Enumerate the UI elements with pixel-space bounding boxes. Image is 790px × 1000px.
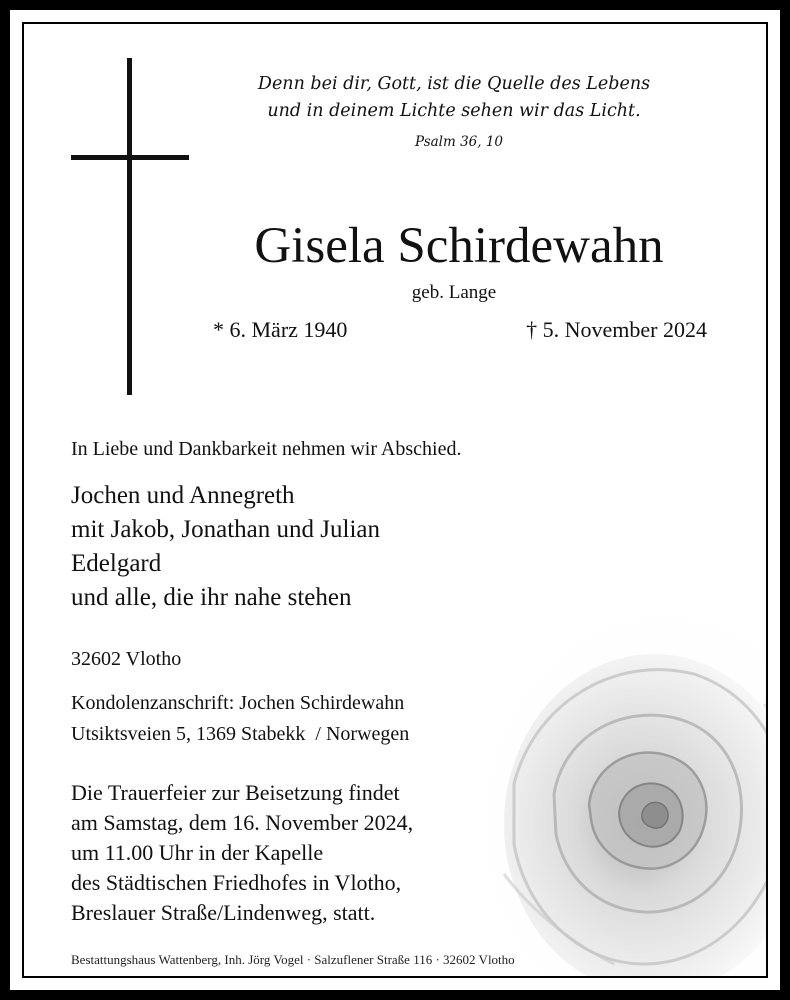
condolence-line-1: Kondolenzanschrift: Jochen Schirdewahn — [71, 692, 405, 714]
service-line: Die Trauerfeier zur Beisetzung findet — [71, 780, 400, 805]
condolence-address — [71, 688, 409, 750]
birth-date: * 6. März 1940 — [213, 317, 348, 342]
service-line: um 11.00 Uhr in der Kapelle — [71, 840, 324, 865]
service-line: am Samstag, dem 16. November 2024, — [71, 810, 414, 835]
rose-image — [494, 584, 768, 978]
verse-reference: Psalm 36, 10 — [414, 134, 504, 150]
verse-line-2: und in deinem Lichte sehen wir das Licht. — [267, 101, 641, 121]
cross-horizontal-bar — [71, 155, 189, 160]
cross-vertical-bar — [127, 58, 132, 395]
bible-verse — [224, 71, 684, 125]
verse-line-1: Denn bei dir, Gott, ist die Quelle des Lebens — [257, 74, 651, 94]
inner-border — [22, 22, 768, 978]
mourner-line: und alle, die ihr nahe stehen — [71, 584, 352, 611]
deceased-name: Gisela Schirdewahn — [254, 218, 664, 274]
condolence-line-2: Utsiktsveien 5, 1369 Stabekk / Norwegen — [71, 723, 410, 745]
service-line: Breslauer Straße/Lindenweg, statt. — [71, 900, 376, 925]
mourner-line: Edelgard — [71, 550, 162, 577]
death-date: † 5. November 2024 — [526, 317, 707, 342]
mourner-line: mit Jakob, Jonathan und Julian — [71, 516, 380, 543]
service-line: des Städtischen Friedhofes in Vlotho, — [71, 870, 402, 895]
funeral-home-footer: Bestattungshaus Wattenberg, Inh. Jörg Vogel · Salzuflener Straße 116 · 32602 Vlotho — [71, 952, 515, 967]
farewell-intro: In Liebe und Dankbarkeit nehmen wir Abschied. — [71, 438, 462, 460]
mourners-list — [71, 479, 380, 615]
mourner-line: Jochen und Annegreth — [71, 482, 295, 509]
city-line: 32602 Vlotho — [71, 648, 182, 670]
maiden-name: geb. Lange — [411, 282, 497, 303]
funeral-service-info — [71, 778, 413, 928]
